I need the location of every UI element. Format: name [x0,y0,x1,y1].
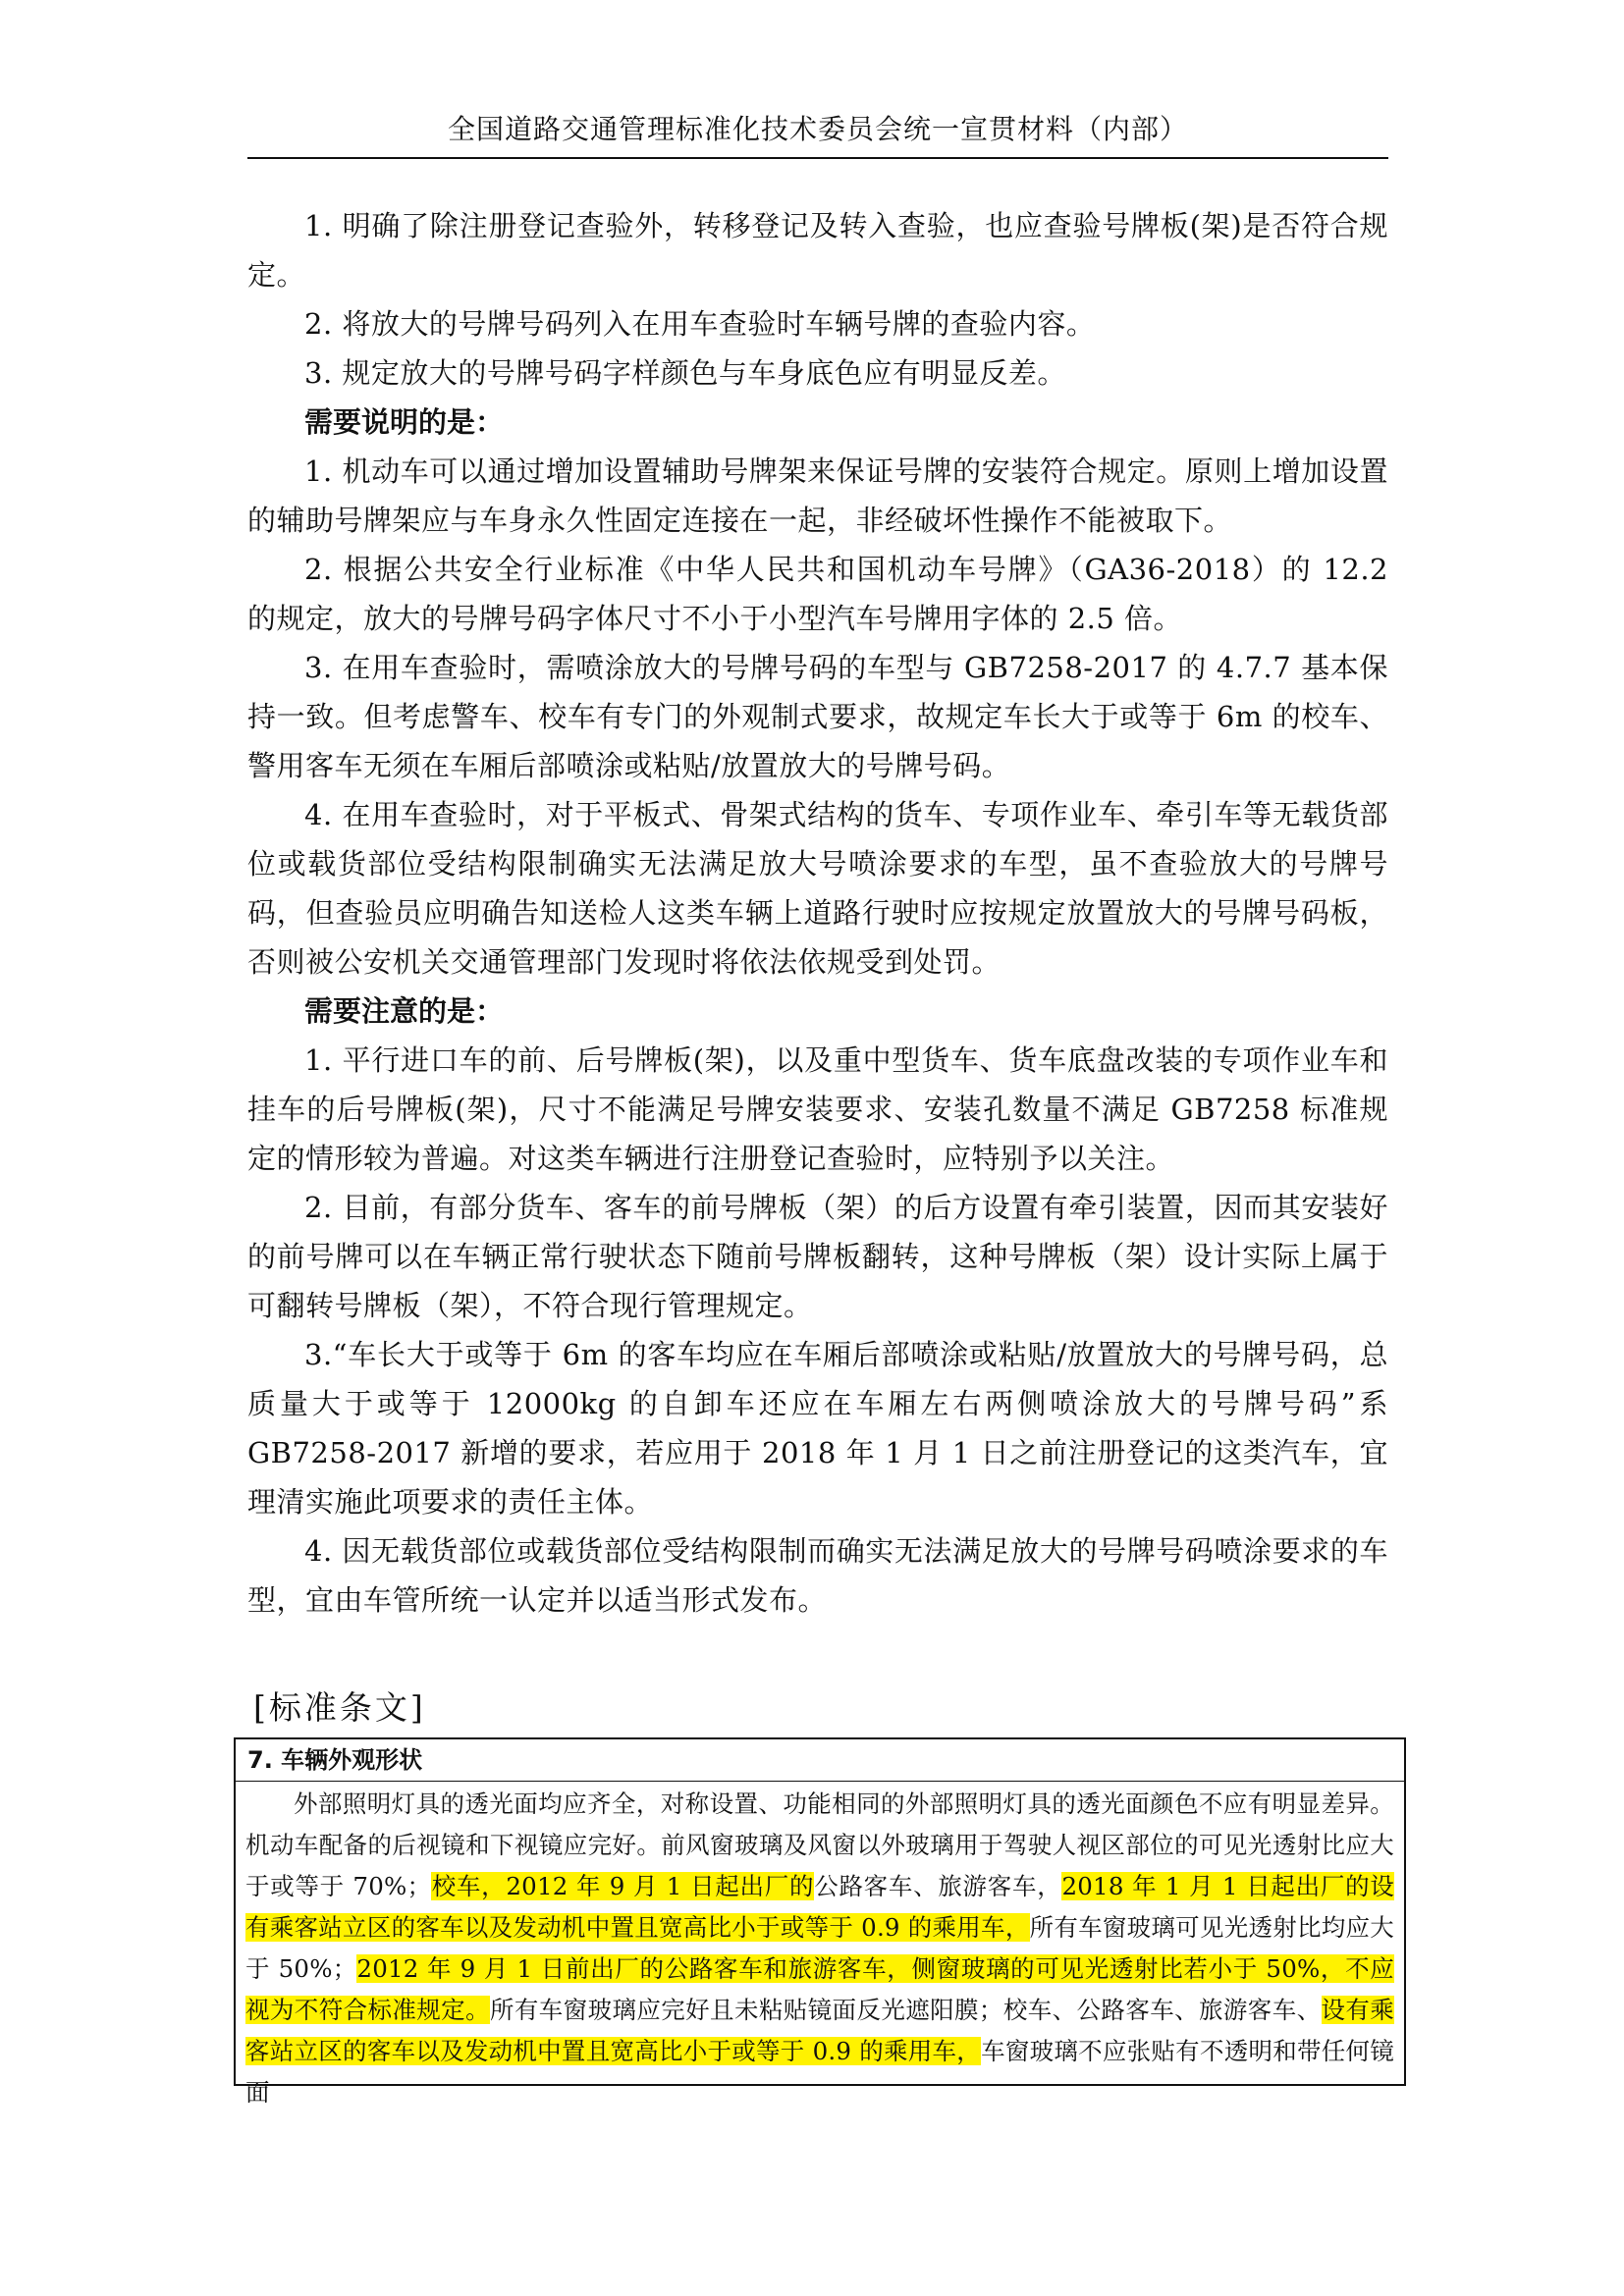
explain-heading: 需要说明的是： [304,405,505,439]
document-body [247,201,1388,1625]
attention-item: 3.“车长大于或等于 6m 的客车均应在车厢后部喷涂或粘贴/放置放大的号牌号码，总质量大于或等于 12000kg 的自卸车还应在车厢左右两侧喷涂放大的号牌号码”系 GB7258-2017 新增的要求，若应用于 2018 年 1 月 1 日之前注册登记的这类汽车，宜理清实施此项要求的责任主体。 [247,1338,1388,1519]
standard-segment: 所有车窗玻璃应完好且未粘贴镜面反光遮阳膜；校车、公路客车、旅游客车、 [489,1996,1322,2024]
standard-segment-highlighted: 2018 年 1 月 1 日起出厂的设有乘客站立区的客车以及发动机中置且宽高比小于或等于 0.9 的乘用车， [245,1872,1395,1942]
standard-segment-highlighted: 2012 年 9 月 1 日前出厂的公路客车和旅游客车，侧窗玻璃的可见光透射比若小于 50%，不应视为不符合标准规定。 [245,1954,1394,2024]
attention-heading: 需要注意的是： [304,994,505,1028]
standard-segment: 外部照明灯具的透光面均应齐全，对称设置、功能相同的外部照明灯具的透光面颜色不应有明显差异。机动车配备的后视镜和下视镜应完好。前风窗玻璃及风窗以外玻璃用于驾驶人视区部位的可见光透射比应大于或等于 70%； [245,1789,1394,1900]
explain-item: 3. 在用车查验时，需喷涂放大的号牌号码的车型与 GB7258-2017 的 4.7.7 基本保持一致。但考虑警车、校车有专门的外观制式要求，故规定车长大于或等于 6m 的校车、警用客车无须在车厢后部喷涂或粘贴/放置放大的号牌号码。 [247,651,1388,782]
attention-item: 1. 平行进口车的前、后号牌板(架)，以及重中型货车、货车底盘改装的专项作业车和挂车的后号牌板(架)，尺寸不能满足号牌安装要求、安装孔数量不满足 GB7258 标准规定的情形较为普遍。对这类车辆进行注册登记查验时，应特别予以关注。 [247,1043,1388,1175]
explain-item: 2. 根据公共安全行业标准《中华人民共和国机动车号牌》（GA36-2018）的 12.2 的规定，放大的号牌号码字体尺寸不小于小型汽车号牌用字体的 2.5 倍。 [247,553,1388,635]
attention-item: 2. 目前，有部分货车、客车的前号牌板（架）的后方设置有牵引装置，因而其安装好的前号牌可以在车辆正常行驶状态下随前号牌板翻转，这种号牌板（架）设计实际上属于可翻转号牌板（架），不符合现行管理规定。 [247,1191,1388,1322]
attention-item: 4. 因无载货部位或载货部位受结构限制而确实无法满足放大的号牌号码喷涂要求的车型，宜由车管所统一认定并以适当形式发布。 [247,1534,1388,1617]
header-rule [247,157,1388,159]
paragraph: 3. 规定放大的号牌号码字样颜色与车身底色应有明显反差。 [304,356,1066,390]
standard-title: 7. 车辆外观形状 [236,1739,1404,1782]
standard-segment: 所有车窗玻璃可见光透射比均应大于 50%； [245,1913,1394,1983]
explain-item: 4. 在用车查验时，对于平板式、骨架式结构的货车、专项作业车、牵引车等无载货部位或载货部位受结构限制确实无法满足放大号喷涂要求的车型，虽不查验放大的号牌号码，但查验员应明确告知送检人这类车辆上道路行驶时应按规定放置放大的号牌号码板，否则被公安机关交通管理部门发现时将依法依规受到处罚。 [247,798,1388,979]
standard-text [236,1782,1404,2113]
paragraph: 1. 明确了除注册登记查验外，转移登记及转入查验，也应查验号牌板(架)是否符合规定。 [247,209,1388,292]
standard-segment: 车窗玻璃不应张贴有不透明和带任何镜面 [245,2037,1394,2107]
page-header: 全国道路交通管理标准化技术委员会统一宣贯材料（内部） [447,113,1188,145]
standard-segment-highlighted: 校车，2012 年 9 月 1 日起出厂的 [431,1872,815,1900]
paragraph: 2. 将放大的号牌号码列入在用车查验时车辆号牌的查验内容。 [304,307,1096,341]
standard-segment-highlighted: 设有乘客站立区的客车以及发动机中置且宽高比小于或等于 0.9 的乘用车， [245,1996,1395,2065]
standard-label: [标准条文] [253,1688,426,1727]
explain-item: 1. 机动车可以通过增加设置辅助号牌架来保证号牌的安装符合规定。原则上增加设置的辅助号牌架应与车身永久性固定连接在一起，非经破坏性操作不能被取下。 [247,454,1388,537]
standard-box [234,1737,1406,2107]
standard-segment: 公路客车、旅游客车， [814,1872,1062,1900]
